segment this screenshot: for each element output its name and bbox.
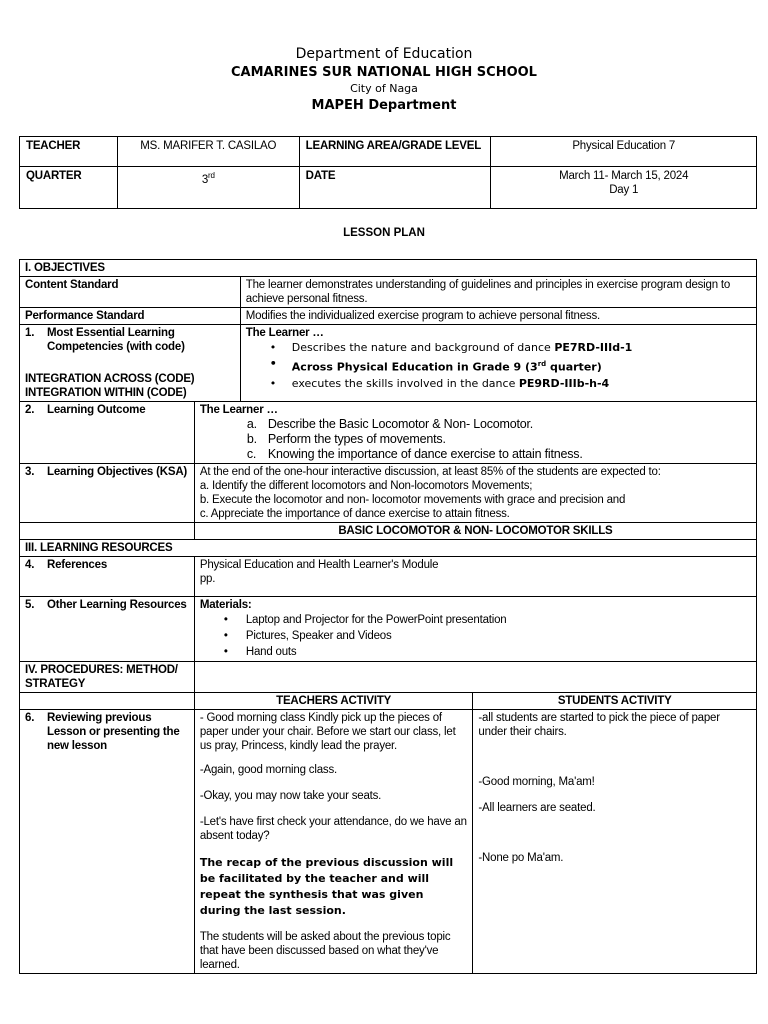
teacher-label: TEACHER (20, 137, 118, 167)
melc-item-2: • executes the skills involved in the dance PE9RD-IIIb-h-4 (246, 376, 751, 392)
material-item: • Laptop and Projector for the PowerPoint presentation (200, 612, 751, 628)
lesson-plan-table (19, 259, 757, 974)
materials-label: Materials: (199, 599, 252, 611)
quarter-label: QUARTER (20, 167, 118, 209)
melc-item-1: • Describes the nature and background of dance PE7RD-IIId-1 (246, 340, 751, 356)
references-pages: pp. (199, 573, 216, 585)
outcome-item-c: c. Knowing the importance of dance exercise to attain fitness. (246, 447, 583, 461)
student-activity-cell (473, 710, 757, 974)
info-table (19, 136, 757, 209)
integration-across-label: INTEGRATION ACROSS (CODE) (25, 373, 195, 385)
date-label: DATE (299, 167, 491, 209)
department-heading: Department of Education (295, 46, 473, 62)
student-line-3: -All learners are seated. (478, 802, 596, 814)
other-resources-label-cell (20, 597, 195, 662)
teacher-line-3: -Okay, you may now take your seats. (199, 790, 382, 802)
student-line-4: -None po Ma'am. (478, 852, 564, 864)
quarter-number: 3 (201, 173, 209, 186)
integration-within-label: INTEGRATION WITHIN (CODE) (25, 387, 187, 399)
teacher-activity-cell (194, 710, 473, 974)
day-value: Day 1 (609, 184, 639, 196)
reviewing-label: Reviewing previous Lesson or presenting the new lesson (47, 712, 180, 752)
learning-outcome-label: Learning Outcome (47, 404, 146, 416)
other-resources-label: Other Learning Resources (47, 599, 187, 611)
references-value: Physical Education and Health Learner's Module (199, 559, 439, 571)
reviewing-label-cell (20, 710, 195, 974)
ksa-value-cell (194, 464, 756, 523)
performance-standard-value: Modifies the individualized exercise program to achieve personal fitness. (240, 308, 756, 325)
ksa-item-c: c. Appreciate the importance of dance exercise to attain fitness. (199, 508, 510, 520)
ksa-intro: At the end of the one-hour interactive discussion, at least 85% of the students are expected to: (199, 466, 661, 478)
learning-outcome-number: 2. (25, 404, 35, 416)
materials-cell (194, 597, 756, 662)
students-activity-header: STUDENTS ACTIVITY (473, 693, 757, 710)
activity-header-blank (20, 693, 195, 710)
school-name: CAMARINES SUR NATIONAL HIGH SCHOOL (231, 65, 537, 80)
teacher-line-1: - Good morning class Kindly pick up the pieces of paper under your chair. Before we start our class, let us pray, Princess, kindly lead the prayer. (199, 712, 456, 752)
teacher-line-4: -Let's have first check your attendance, do we have an absent today? (199, 816, 467, 842)
material-item: • Hand outs (200, 644, 751, 660)
ksa-label-cell (20, 464, 195, 523)
learning-area-label: LEARNING AREA/GRADE LEVEL (299, 137, 491, 167)
material-item: • Pictures, Speaker and Videos (200, 628, 751, 644)
objectives-heading: I. OBJECTIVES (20, 260, 757, 277)
ksa-item-b: b. Execute the locomotor and non- locomotor movements with grace and precision and (199, 494, 626, 506)
quarter-value (117, 167, 299, 209)
melc-code-2: PE9RD-IIIb-h-4 (518, 376, 610, 390)
learning-outcome-value-cell (194, 402, 756, 464)
melc-label-cell (20, 325, 241, 402)
melc-learner-intro: The Learner … (245, 327, 324, 339)
teacher-value: MS. MARIFER T. CASILAO (117, 137, 299, 167)
city-name: City of Naga (350, 82, 418, 95)
teachers-activity-header: TEACHERS ACTIVITY (194, 693, 473, 710)
teacher-line-6: The students will be asked about the previous topic that have been discussed based on what they've learned. (199, 931, 451, 971)
learning-resources-heading: III. LEARNING RESOURCES (20, 540, 757, 557)
outcome-item-b: b. Perform the types of movements. (246, 432, 446, 446)
melc-value-cell (240, 325, 756, 402)
outcome-learner-intro: The Learner … (199, 404, 278, 416)
references-value-cell (194, 557, 756, 597)
date-value: March 11- March 15, 2024 (559, 170, 689, 182)
content-standard-value: The learner demonstrates understanding of guidelines and principles in exercise program design to achieve personal fitness. (240, 277, 756, 308)
content-standard-label: Content Standard (20, 277, 241, 308)
references-label: References (47, 559, 108, 571)
references-label-cell (20, 557, 195, 597)
learning-area-value: Physical Education 7 (491, 137, 757, 167)
ksa-label: Learning Objectives (KSA) (47, 466, 188, 478)
melc-number: 1. (25, 327, 35, 339)
ksa-number: 3. (25, 466, 35, 478)
outcome-item-a: a. Describe the Basic Locomotor & Non- Locomotor. (246, 417, 534, 431)
teacher-recap: The recap of the previous discussion will be facilitated by the teacher and will repeat the synthesis that was given during the last session. (199, 856, 454, 917)
references-number: 4. (25, 559, 35, 571)
performance-standard-label: Performance Standard (20, 308, 241, 325)
department-unit: MAPEH Department (311, 98, 457, 113)
ksa-item-a: a. Identify the different locomotors and Non-locomotors Movements; (199, 480, 533, 492)
learning-outcome-label-cell (20, 402, 195, 464)
topic-blank-cell (20, 523, 195, 540)
reviewing-number: 6. (25, 712, 35, 724)
student-line-1: -all students are started to pick the piece of paper under their chairs. (478, 712, 720, 738)
lesson-topic: BASIC LOCOMOTOR & NON- LOCOMOTOR SKILLS (194, 523, 756, 540)
date-cell (491, 167, 757, 209)
procedures-blank-cell (194, 662, 756, 693)
student-line-2: -Good morning, Ma'am! (478, 776, 595, 788)
across-pe-line: • Across Physical Education in Grade 9 (3rd quarter) (246, 356, 751, 376)
quarter-suffix: rd (208, 171, 215, 180)
procedures-heading: IV. PROCEDURES: METHOD/ STRATEGY (20, 662, 195, 693)
melc-label: Most Essential Learning Competencies (with code) (47, 327, 185, 353)
other-resources-number: 5. (25, 599, 35, 611)
lesson-plan-title: LESSON PLAN (343, 227, 425, 239)
melc-code-1: PE7RD-IIId-1 (554, 341, 633, 354)
teacher-line-2: -Again, good morning class. (199, 764, 337, 776)
